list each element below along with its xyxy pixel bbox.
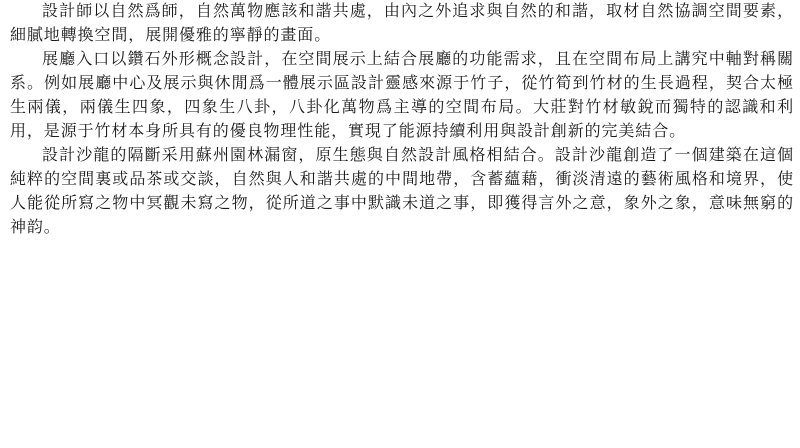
document-body (10, 0, 794, 239)
paragraph-hall-layout: 展廳入口以鑽石外形概念設計，在空間展示上結合展廳的功能需求，且在空間布局上講究中軸對稱關系。例如展廳中心及展示與休閒爲一體展示區設計靈感來源于竹子，從竹筍到竹材的生長過程，契合太極生兩儀，兩儀生四象，四象生八卦，八卦化萬物爲主導的空間布局。大莊對竹材敏銳而獨特的認識和利用，是源于竹材本身所具有的優良物理性能，實現了能源持續利用與設計創新的完美結合。 (10, 49, 794, 140)
paragraph-design-salon: 設計沙龍的隔斷采用蘇州園林漏窗，原生態與自然設計風格相結合。設計沙龍創造了一個建築在這個純粹的空間裏或品茶或交談，自然與人和諧共處的中間地帶，含蓄蘊藉，衝淡清遠的藝術風格和境界，使人能從所寫之物中冥觀未寫之物，從所道之事中默識未道之事，即獲得言外之意，象外之象，意味無窮的神韵。 (10, 145, 794, 236)
paragraph-design-philosophy: 設計師以自然爲師，自然萬物應該和諧共處，由內之外追求與自然的和諧，取材自然協調空間要素，細膩地轉換空間，展開優雅的寧靜的畫面。 (10, 1, 794, 44)
